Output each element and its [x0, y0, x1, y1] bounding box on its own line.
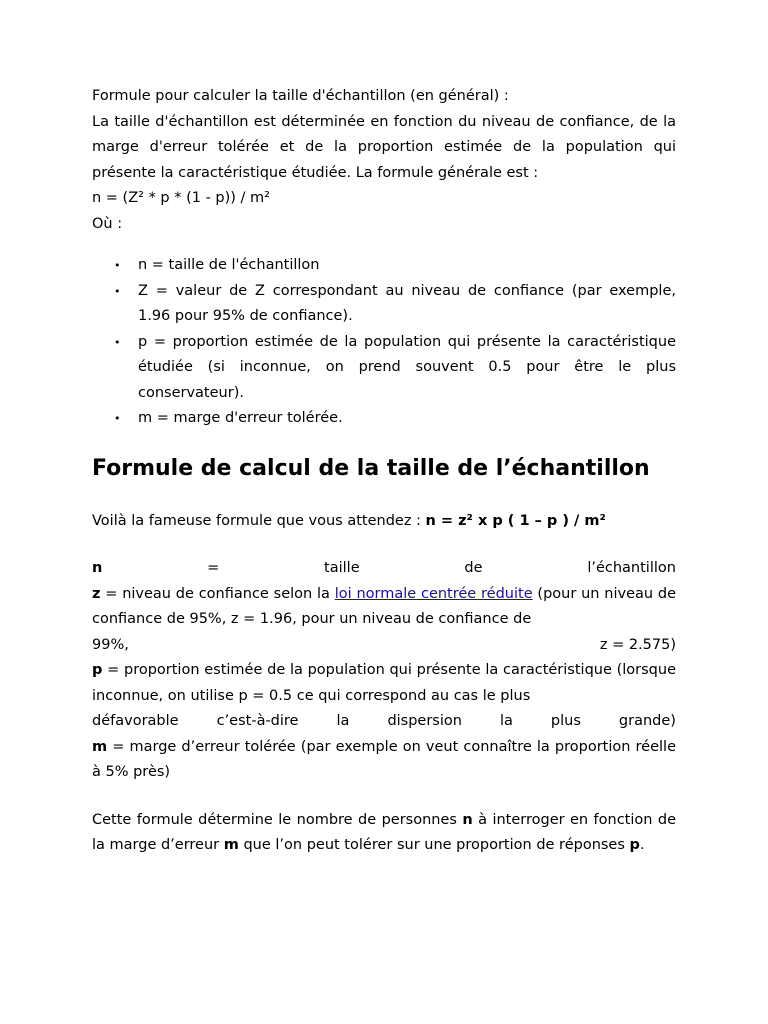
normal-law-link[interactable]: loi normale centrée réduite [334, 585, 533, 602]
definitions-block [92, 556, 676, 786]
list-item: • p = proportion estimée de la population qui présente la caractéristique étudiée (si inconnue, on prend souvent 0.5 pour être le plus conservateur). [138, 330, 676, 407]
intro-paragraph: La taille d'échantillon est déterminée en fonction du niveau de confiance, de la marge d'erreur tolérée et de la proportion estimée de la population qui présente la caractéristique étudiée. La formule générale est : [92, 113, 676, 181]
list-item: • n = taille de l'échantillon [138, 253, 676, 279]
bullet-icon: • [114, 259, 121, 272]
bullet-icon: • [114, 412, 121, 425]
general-formula: n = (Z² * p * (1 - p)) / m² [92, 190, 270, 206]
closing-paragraph: Cette formule détermine le nombre de personnes n à interroger en fonction de la marge d’erreur m que l’on peut tolérer sur une proportion de réponses p. [92, 811, 676, 853]
where-label: Où : [92, 215, 123, 232]
intro-title: Formule pour calculer la taille d'échantillon (en général) : [92, 88, 509, 104]
bullet-icon: • [114, 284, 121, 298]
definition-p: p = proportion estimée de la population qui présente la caractéristique (lorsque inconnue, on utilise p = 0.5 ce qui correspond au cas le plus [92, 662, 676, 704]
bullet-icon: • [114, 335, 121, 349]
section-heading: Formule de calcul de la taille de l’échantillon [92, 455, 650, 481]
list-item: • m = marge d'erreur tolérée. [138, 406, 676, 432]
document-page [92, 84, 676, 859]
definition-p-end: défavorable c’est-à-dire la dispersion la plus grande) [92, 713, 676, 729]
definition-z: z = niveau de confiance selon la loi normale centrée réduite (pour un niveau de confiance de 95%, z = 1.96, pour un niveau de confiance de [92, 585, 676, 627]
lead-sentence: Voilà la fameuse formule que vous attendez : n = z² x p ( 1 – p ) / m² [92, 512, 606, 529]
definition-m: m = marge d’erreur tolérée (par exemple on veut connaître la proportion réelle à 5% près) [92, 738, 676, 780]
definition-n: n = taille de l’échantillon [92, 560, 676, 576]
list-item: • Z = valeur de Z correspondant au niveau de confiance (par exemple, 1.96 pour 95% de confiance). [138, 279, 676, 330]
variable-list [92, 253, 676, 432]
highlight-formula: n = z² x p ( 1 – p ) / m² [425, 512, 606, 529]
definition-z-end: 99%, z = 2.575) [92, 636, 676, 653]
